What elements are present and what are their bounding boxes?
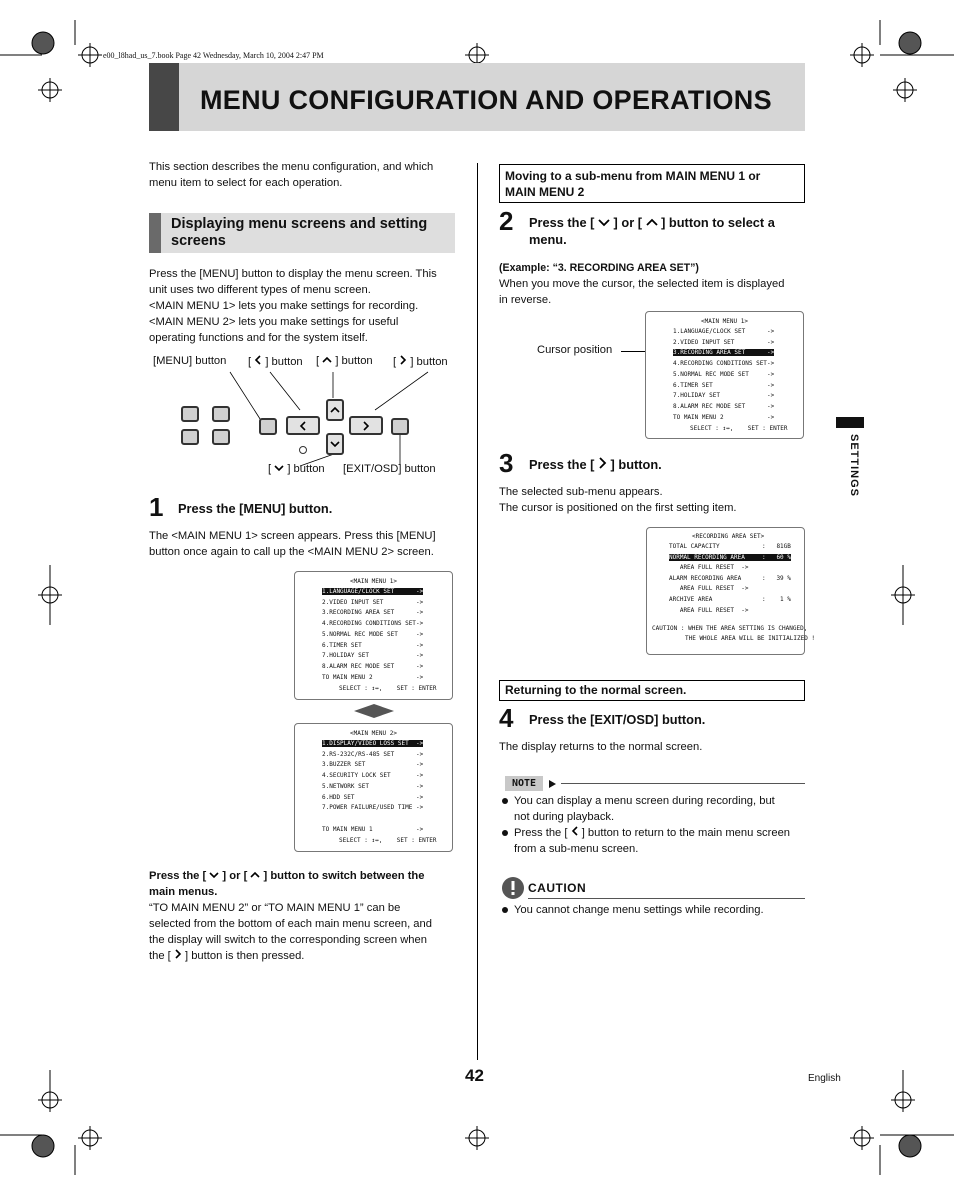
exit-osd-button-label: [EXIT/OSD] button <box>343 463 436 475</box>
up-button-label: [ ] button <box>316 355 373 367</box>
menu-item: ARCHIVE AREA <box>669 596 713 603</box>
chevron-down-icon <box>274 464 284 472</box>
menu-item: AREA FULL RESET -> <box>669 585 749 593</box>
chevron-right-icon <box>598 457 607 469</box>
up-button[interactable] <box>326 399 344 421</box>
chevron-left-icon <box>571 826 579 836</box>
side-tab-label: SETTINGS <box>848 434 860 498</box>
chevron-down-icon <box>598 218 610 227</box>
step-2-text: Press the [ ] or [ ] button to select a menu. <box>529 215 775 247</box>
right-button-label: [ ] button <box>393 356 448 368</box>
menu-item: TO MAIN MENU 2 <box>322 673 373 681</box>
page-title: MENU CONFIGURATION AND OPERATIONS <box>200 85 772 115</box>
right-button[interactable] <box>349 416 383 435</box>
menu-item: 4.RECORDING CONDITIONS SET <box>673 360 767 368</box>
menu-item: 7.HOLIDAY SET <box>673 392 720 400</box>
menu-item: 2.VIDEO INPUT SET <box>673 338 735 346</box>
menu-item: NORMAL RECORDING AREA <box>669 554 790 561</box>
menu-item-arrow: -> <box>416 620 424 628</box>
down-button[interactable] <box>326 433 344 455</box>
menu-item: 5.NORMAL REC MODE SET <box>673 370 749 378</box>
intro-text: This section describes the menu configuration, and which menu item to select for each operation. <box>149 161 434 189</box>
menu-item: 4.SECURITY LOCK SET <box>322 772 391 780</box>
step-3-number: 3 <box>499 448 514 478</box>
note-badge: NOTE <box>505 776 543 791</box>
return-heading-box: Returning to the normal screen. <box>499 680 805 701</box>
step-2-body: (Example: “3. RECORDING AREA SET”) When you move the cursor, the selected item is displayed in reverse. <box>499 262 785 306</box>
menu-item-arrow: -> <box>416 641 424 649</box>
caution-icon <box>502 877 524 899</box>
left-button[interactable] <box>286 416 320 435</box>
bullet-icon <box>502 830 508 836</box>
menu-item: TO MAIN MENU 1 <box>322 825 373 833</box>
step-2-number: 2 <box>499 206 514 236</box>
menu-item-arrow: -> <box>416 761 424 769</box>
chevron-down-icon <box>209 871 219 879</box>
menu-item-arrow: -> <box>416 652 424 660</box>
menu-item-arrow: -> <box>416 609 424 617</box>
switch-arrow-icon <box>354 703 394 719</box>
menu-item-arrow: -> <box>416 772 424 780</box>
print-info: e00_l8had_us_7.book Page 42 Wednesday, March 10, 2004 2:47 PM <box>103 51 324 60</box>
menu-item: 8.ALARM REC MODE SET <box>322 662 395 670</box>
remote-key-3[interactable] <box>181 429 199 445</box>
menu-item: 7.POWER FAILURE/USED TIME <box>322 804 413 812</box>
page-number: 42 <box>465 1066 484 1085</box>
menu-item: 1.LANGUAGE/CLOCK SET <box>673 328 746 335</box>
menu-footer: SELECT : ↕↔, SET : ENTER <box>339 684 437 692</box>
remote-key-4[interactable] <box>212 429 230 445</box>
menu-item: 1.LANGUAGE/CLOCK SET <box>322 588 423 595</box>
caution-rule <box>528 898 805 899</box>
section-heading <box>149 213 455 253</box>
bullet-icon <box>502 798 508 804</box>
chevron-right-icon <box>399 355 407 365</box>
menu-item-arrow: -> <box>767 402 775 410</box>
down-button-label: [ ] button <box>268 463 325 475</box>
section-body: Press the [MENU] button to display the menu screen. This unit uses two different types of menu screen. <MAIN MENU 1> lets you make settings for recording. <MAIN MENU 2> lets you make settings for useful operating functions and for the system itself. <box>149 268 437 344</box>
menu-item: AREA FULL RESET -> <box>669 606 749 614</box>
menu-item-arrow: -> <box>416 662 424 670</box>
chevron-left-icon <box>298 420 308 432</box>
chevron-down-icon <box>329 439 341 449</box>
menu-item: TOTAL CAPACITY <box>669 543 720 550</box>
step-4-body: The display returns to the normal screen. <box>499 741 703 753</box>
bullet-icon <box>502 907 508 913</box>
section-heading-marker <box>149 213 161 253</box>
chevron-right-icon <box>361 420 371 432</box>
left-button-label: [ ] button <box>248 356 303 368</box>
note-rule <box>561 783 805 784</box>
submenu-heading-box: Moving to a sub-menu from MAIN MENU 1 or MAIN MENU 2 <box>499 164 805 203</box>
remote-key-2[interactable] <box>212 406 230 422</box>
chevron-up-icon <box>646 218 658 227</box>
menu-item-arrow: -> <box>767 360 775 368</box>
menu-footer: SELECT : ↕↔, SET : ENTER <box>339 836 437 844</box>
chevron-right-icon <box>174 949 182 959</box>
menu-item-arrow: -> <box>767 338 775 346</box>
note-item-1: You can display a menu screen during recording, but not during playback. <box>514 795 775 823</box>
menu-item-arrow: -> <box>416 740 424 747</box>
menu-item-arrow: -> <box>767 370 775 378</box>
menu-item: 6.TIMER SET <box>673 381 713 389</box>
step-3-body: The selected sub-menu appears. The cursor is positioned on the first setting item. <box>499 486 737 514</box>
menu-item: 1.DISPLAY/VIDEO LOSS SET <box>322 740 423 747</box>
caution-label: CAUTION <box>528 881 587 895</box>
menu-item-value: : 1 % <box>762 596 791 603</box>
step-3-text: Press the [ ] button. <box>529 457 662 472</box>
menu-item-arrow: -> <box>416 793 424 801</box>
menu-item-arrow: -> <box>767 349 775 357</box>
menu-item: 5.NETWORK SET <box>322 782 369 790</box>
title-bar-accent <box>149 63 179 131</box>
menu-item-arrow: -> <box>767 392 775 400</box>
menu-item-arrow: -> <box>416 598 424 606</box>
menu-item-arrow: -> <box>416 673 424 681</box>
step-4-text: Press the [EXIT/OSD] button. <box>529 712 706 727</box>
menu-title: <MAIN MENU 1> <box>350 578 397 585</box>
step-4-number: 4 <box>499 703 514 733</box>
menu-item: 4.RECORDING CONDITIONS SET <box>322 620 416 628</box>
remote-key-1[interactable] <box>181 406 199 422</box>
step-1-body: The <MAIN MENU 1> screen appears. Press this [MENU] button once again to call up the <MAIN MENU 2> screen. <box>149 530 436 558</box>
exit-osd-button[interactable] <box>391 418 409 435</box>
menu-item: AREA FULL RESET -> <box>669 564 749 572</box>
menu-item: 3.RECORDING AREA SET <box>673 349 774 356</box>
menu-item-arrow: -> <box>767 413 775 421</box>
menu-item: 2.RS-232C/RS-485 SET <box>322 750 395 758</box>
chevron-up-icon <box>329 405 341 415</box>
menu-item-arrow: -> <box>416 630 424 638</box>
column-divider <box>477 163 478 1060</box>
menu-item-arrow: -> <box>767 328 775 335</box>
menu-item: 6.HDD SET <box>322 793 355 801</box>
menu-item: 3.BUZZER SET <box>322 761 366 769</box>
menu-item: ALARM RECORDING AREA <box>669 574 742 582</box>
menu-title: <RECORDING AREA SET> <box>692 533 765 540</box>
indicator-led <box>299 446 307 454</box>
chevron-up-icon <box>250 871 260 879</box>
switch-instructions: Press the [ ] or [ ] button to switch between the main menus. “TO MAIN MENU 2” or “TO MAIN MENU 1” can be selected from the bottom of each main menu screen, and the display will switch to the corresponding screen when the [ ] button is then pressed. <box>149 870 432 962</box>
menu-item-arrow: -> <box>767 381 775 389</box>
chevron-up-icon <box>322 356 332 364</box>
menu-footer: SELECT : ↕↔, SET : ENTER <box>690 424 788 432</box>
menu-title: <MAIN MENU 1> <box>701 318 748 325</box>
menu-item-arrow: -> <box>416 782 424 790</box>
menu-item: 3.RECORDING AREA SET <box>322 609 395 617</box>
menu-title: <MAIN MENU 2> <box>350 730 397 737</box>
step-1-text: Press the [MENU] button. <box>178 501 333 516</box>
menu-item: TO MAIN MENU 2 <box>673 413 724 421</box>
menu-item: 2.VIDEO INPUT SET <box>322 598 384 606</box>
note-item-2: Press the [ ] button to return to the main menu screen from a sub-menu screen. <box>514 827 791 855</box>
menu-item-arrow: -> <box>416 750 424 758</box>
main-menu-1-screen <box>294 571 453 700</box>
menu-item: 5.NORMAL REC MODE SET <box>322 630 398 638</box>
menu-button-label: [MENU] button <box>153 355 227 367</box>
cursor-position-label: Cursor position <box>537 344 613 356</box>
step-1-number: 1 <box>149 492 164 522</box>
menu-item-arrow: -> <box>416 804 424 812</box>
menu-item-arrow: -> <box>416 588 424 595</box>
side-tab-marker <box>836 417 864 428</box>
section-heading-text: Displaying menu screens and setting screens <box>171 216 428 249</box>
menu-item: 7.HOLIDAY SET <box>322 652 369 660</box>
recording-area-set-screen <box>646 527 816 655</box>
triangle-right-icon <box>548 779 558 789</box>
menu-item-value: : 81GB <box>762 543 791 550</box>
menu-item-arrow: -> <box>416 825 424 833</box>
menu-item: 6.TIMER SET <box>322 641 362 649</box>
menu-item-value: : 60 % <box>762 553 791 561</box>
caution-line: THE WHOLE AREA WILL BE INITIALIZED ! <box>685 635 816 643</box>
chevron-left-icon <box>254 355 262 365</box>
language-label: English <box>808 1073 841 1084</box>
menu-item: 8.ALARM REC MODE SET <box>673 402 746 410</box>
main-menu-2-screen <box>294 723 453 852</box>
menu-button[interactable] <box>259 418 277 435</box>
caution-item-1: You cannot change menu settings while recording. <box>514 904 764 916</box>
menu-item-value: : 39 % <box>762 574 791 582</box>
main-menu-1-cursor-screen <box>645 311 804 439</box>
caution-line: CAUTION : WHEN THE AREA SETTING IS CHANGED, <box>652 625 808 633</box>
